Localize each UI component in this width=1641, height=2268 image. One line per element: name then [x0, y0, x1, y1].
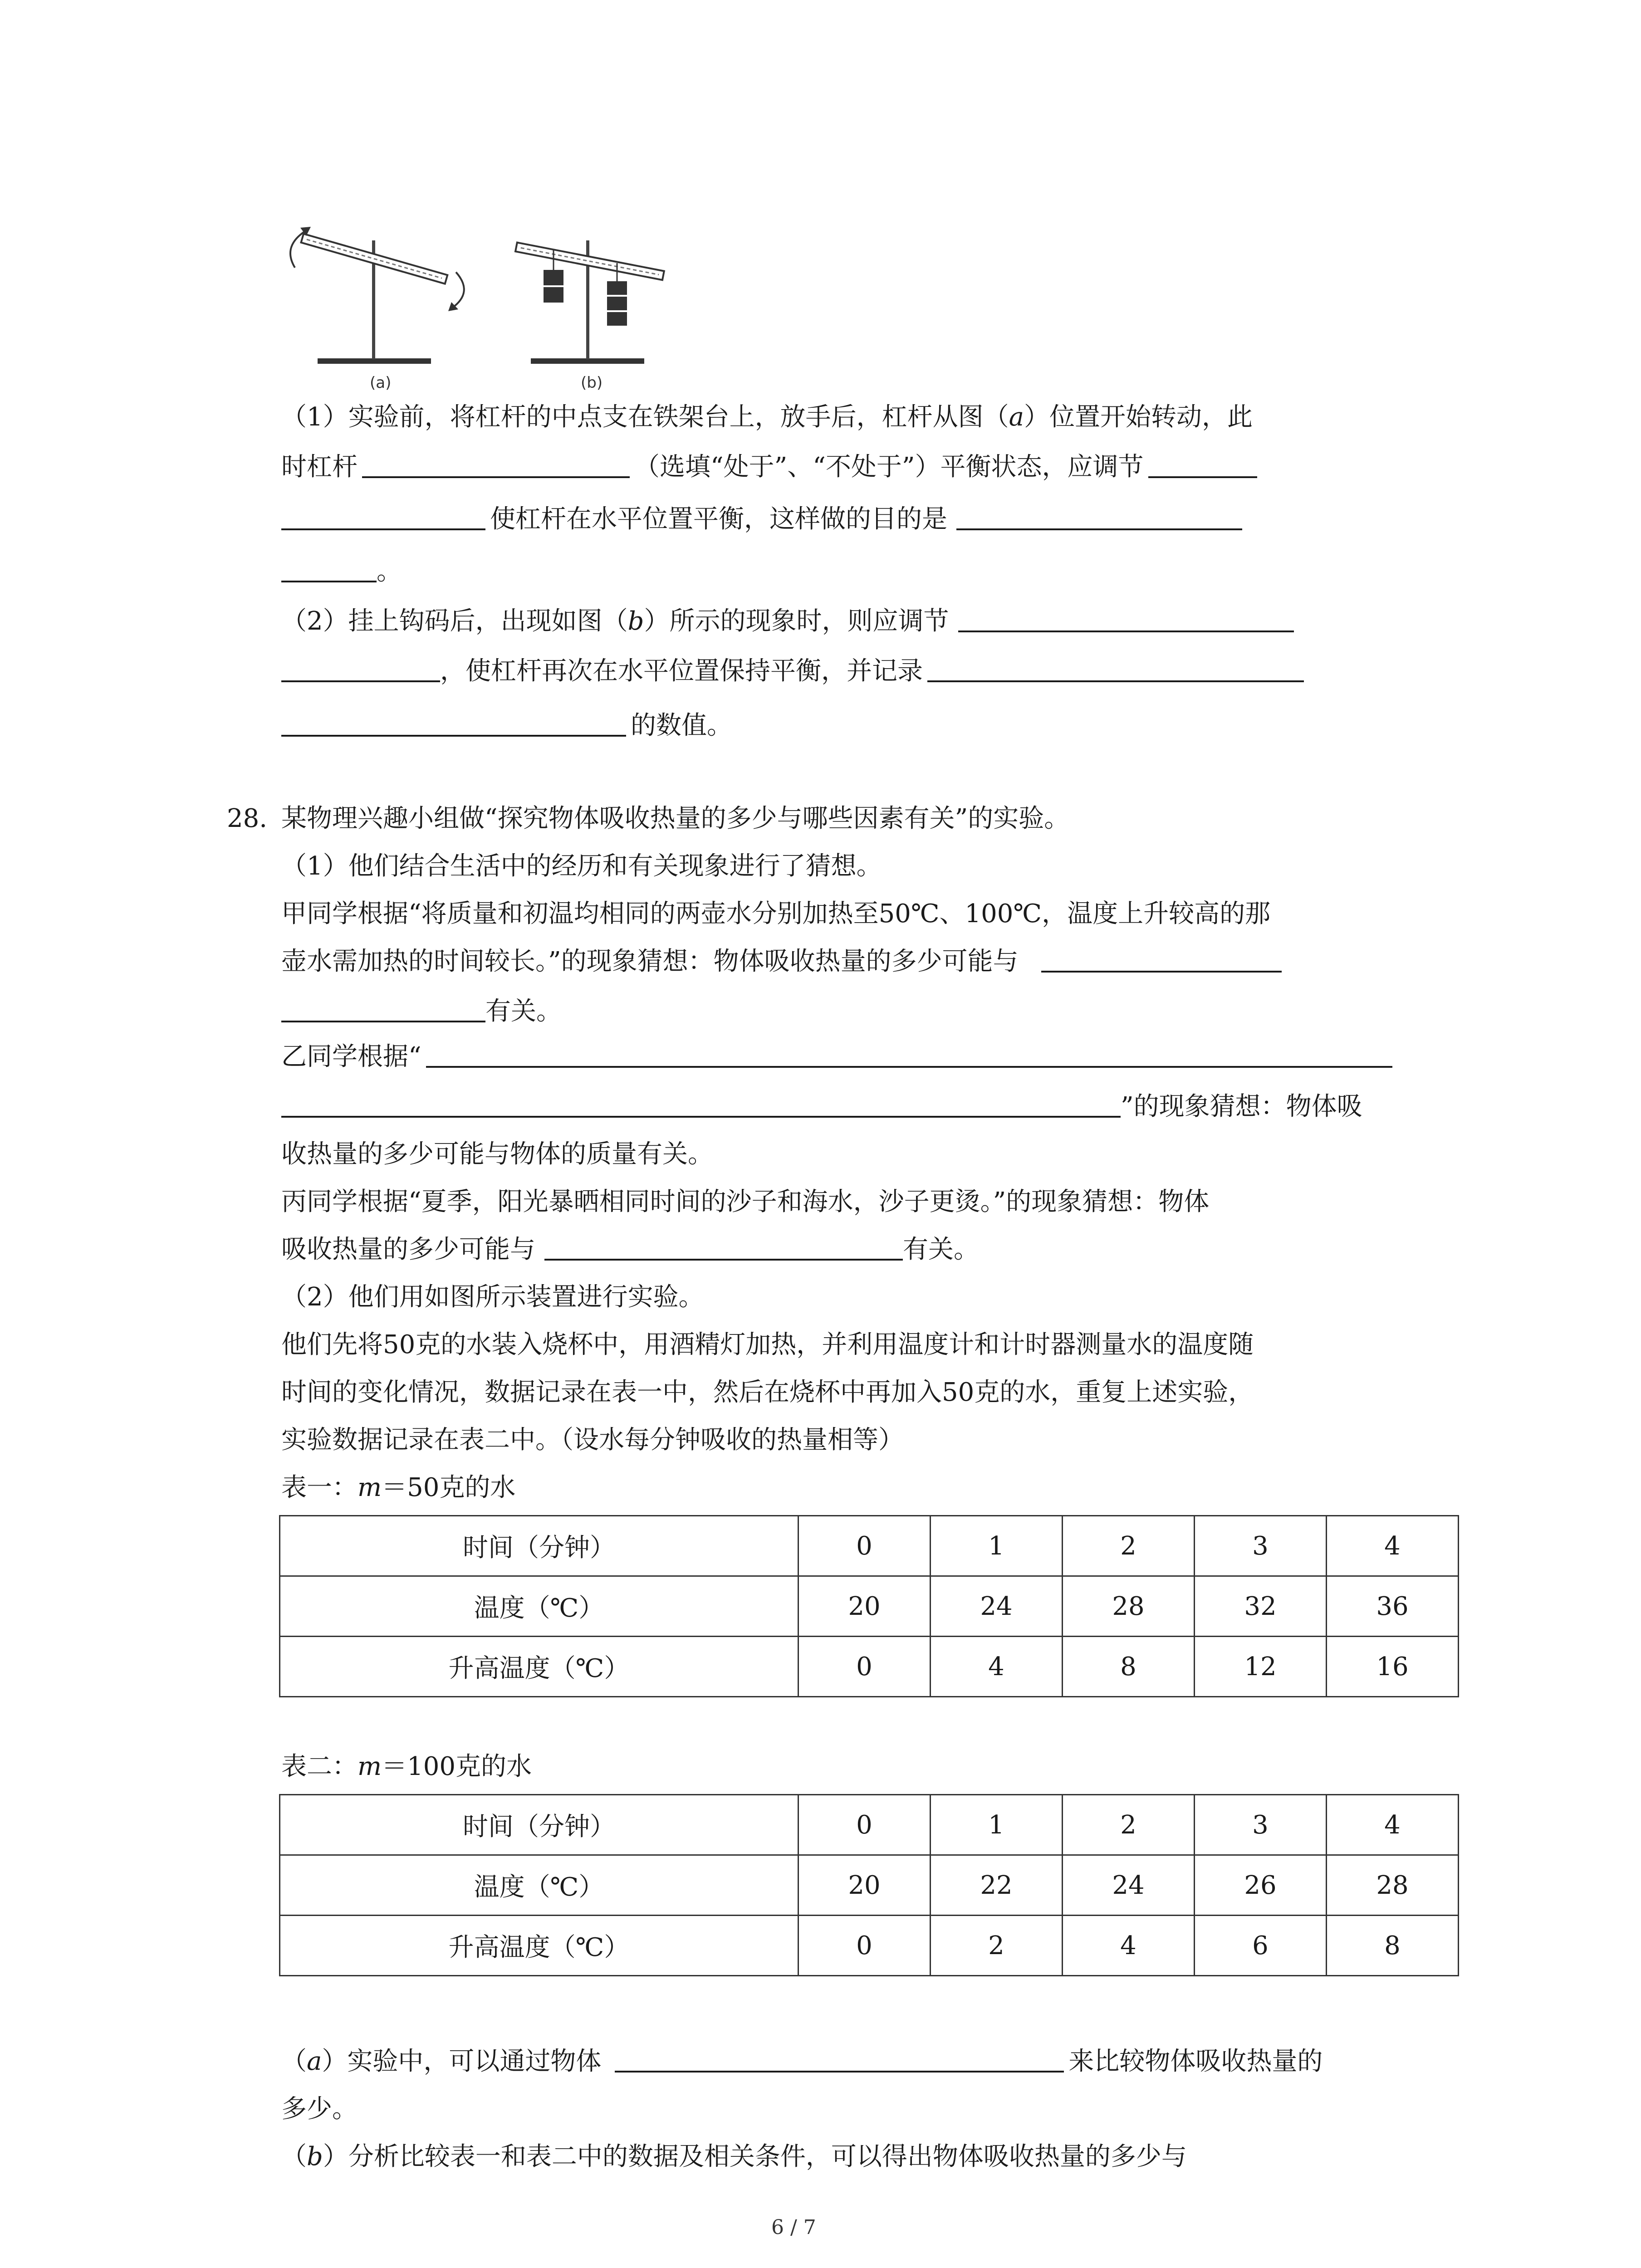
q28-step2: （2）他们用如图所示装置进行实验。	[281, 1282, 704, 1312]
lever-figure	[268, 218, 685, 399]
answer-blank[interactable]	[615, 2043, 1064, 2072]
lever-b-diagram	[515, 240, 664, 392]
lever-a-diagram	[290, 227, 464, 392]
table-row: 升高温度（℃） 0 2 4 6 8	[280, 1916, 1459, 1976]
answer-blank[interactable]	[927, 653, 1304, 682]
answer-blank[interactable]	[958, 603, 1294, 632]
q28-a-line1: （a）实验中，可以通过物体 来比较物体吸收热量的	[281, 2043, 1323, 2080]
q28-intro: 某物理兴趣小组做“探究物体吸收热量的多少与哪些因素有关”的实验。	[281, 804, 1070, 833]
q28-yi-line3: 收热量的多少可能与物体的质量有关。	[281, 1139, 713, 1169]
table-row: 温度（℃） 20 22 24 26 28	[280, 1855, 1459, 1916]
q28-yi-line2: ”的现象猜想：物体吸	[281, 1089, 1362, 1125]
q27-part1-line1: （1）实验前，将杠杆的中点支在铁架台上，放手后，杠杆从图（a）位置开始转动，此	[281, 402, 1253, 432]
q27-part2-line2: ，使杠杆再次在水平位置保持平衡，并记录	[281, 653, 1304, 689]
q28-a-line2: 多少。	[281, 2094, 358, 2124]
table1-caption: 表一：m＝50克的水	[281, 1473, 516, 1502]
figure-label-b: (b)	[581, 374, 603, 392]
table-row: 时间（分钟） 0 1 2 3 4	[280, 1516, 1459, 1576]
table-row: 升高温度（℃） 0 4 8 12 16	[280, 1637, 1459, 1697]
answer-blank[interactable]	[281, 553, 377, 582]
answer-blank[interactable]	[362, 449, 630, 478]
answer-blank[interactable]	[281, 708, 626, 737]
q28-para-line3: 实验数据记录在表二中。（设水每分钟吸收的热量相等）	[281, 1425, 904, 1455]
q27-part1-line4: 。	[281, 553, 402, 590]
q28-jia-line3: 有关。	[281, 993, 562, 1030]
page-number: 6 / 7	[771, 2216, 816, 2239]
answer-blank[interactable]	[281, 1089, 1121, 1118]
q27-part1-line3: 使杠杆在水平位置平衡，这样做的目的是	[281, 501, 1242, 538]
figure-label-a: (a)	[370, 374, 392, 392]
q27-part1-line2: 时杠杆 （选填“处于”、“不处于”）平衡状态，应调节	[281, 449, 1257, 485]
q28-jia-line1: 甲同学根据“将质量和初温均相同的两壶水分别加热至50℃、100℃，温度上升较高的那	[281, 899, 1271, 929]
table-row: 温度（℃） 20 24 28 32 36	[280, 1576, 1459, 1637]
q28-step1: （1）他们结合生活中的经历和有关现象进行了猜想。	[281, 851, 882, 881]
q28-para-line2: 时间的变化情况，数据记录在表一中，然后在烧杯中再加入50克的水，重复上述实验，	[281, 1378, 1254, 1407]
answer-blank[interactable]	[1148, 449, 1257, 478]
q28-bing-line2: 吸收热量的多少可能与 有关。	[281, 1232, 979, 1268]
answer-blank[interactable]	[544, 1232, 903, 1261]
table-two	[279, 1794, 1459, 1976]
q27-part2-line1: （2）挂上钩码后，出现如图（b）所示的现象时，则应调节	[281, 603, 1294, 640]
q28-number: 28.	[227, 804, 268, 833]
q28-b-line1: （b）分析比较表一和表二中的数据及相关条件，可以得出物体吸收热量的多少与	[281, 2142, 1187, 2171]
q28-bing-line1: 丙同学根据“夏季，阳光暴晒相同时间的沙子和海水，沙子更烫。”的现象猜想：物体	[281, 1187, 1210, 1217]
q28-jia-line2: 壶水需加热的时间较长。”的现象猜想：物体吸收热量的多少可能与	[281, 943, 1282, 980]
answer-blank[interactable]	[1041, 943, 1282, 973]
q28-para-line1: 他们先将50克的水装入烧杯中，用酒精灯加热，并利用温度计和计时器测量水的温度随	[281, 1330, 1254, 1359]
table2-caption: 表二：m＝100克的水	[281, 1752, 532, 1781]
table-row: 时间（分钟） 0 1 2 3 4	[280, 1795, 1459, 1855]
q27-part2-line3: 的数值。	[281, 708, 732, 744]
answer-blank[interactable]	[281, 501, 485, 530]
table-one	[279, 1515, 1459, 1697]
answer-blank[interactable]	[281, 653, 440, 682]
answer-blank[interactable]	[956, 501, 1242, 530]
answer-blank[interactable]	[281, 993, 485, 1022]
answer-blank[interactable]	[426, 1039, 1392, 1068]
q28-yi-line1: 乙同学根据“	[281, 1039, 1392, 1075]
